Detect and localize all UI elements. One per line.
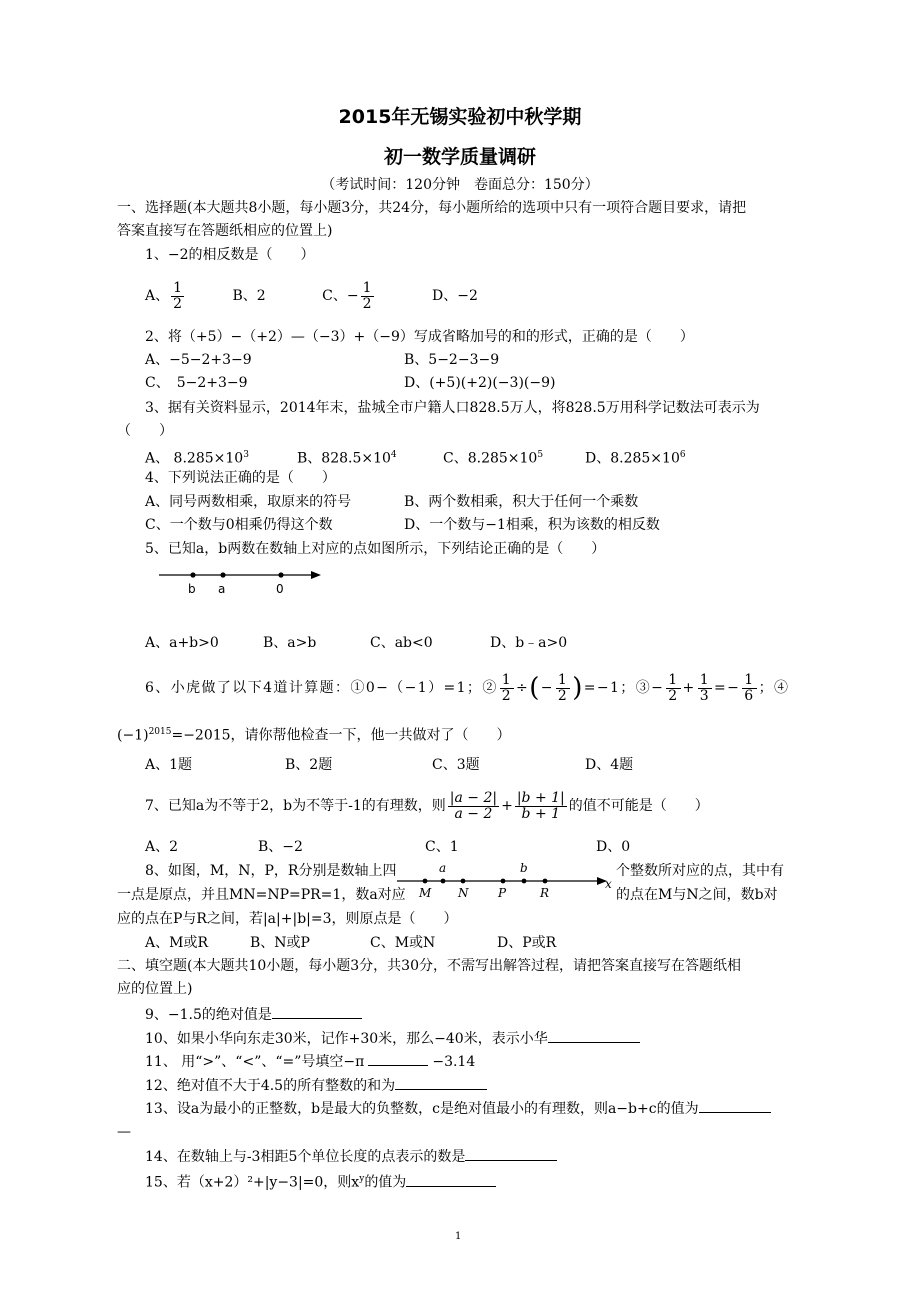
q8-stem-l1: 8、如图，M，N，P，R分别是数轴上四	[145, 863, 397, 879]
q6-stem-cont: $(-1)^{2015}=-2015$，请你帮他检查一下，他一共做对了（ ）	[117, 727, 511, 744]
q5-point-0	[278, 572, 283, 577]
q3-option-b: B、$828.5\times 10^4$	[297, 450, 397, 467]
q13-answer-blank[interactable]	[699, 1098, 771, 1113]
q8-point-b	[522, 879, 527, 884]
title-school: 2015年无锡实验初中秋学期	[338, 106, 582, 128]
q8-option-d: D、P或R	[497, 935, 557, 951]
q10: 10、如果小华向东走30米，记作+30米，那么−40米，表示小华	[145, 1028, 640, 1048]
q8-label-M: M	[419, 886, 432, 900]
q2-option-a: A、−5−2+3−9	[145, 352, 252, 368]
section2-heading-cont: 应的位置上)	[117, 981, 193, 997]
q5-point-b	[190, 572, 195, 577]
q1-option-a: A、 $\frac{1}{2}$	[145, 279, 183, 312]
q8-point-P	[501, 879, 506, 884]
q8-option-a: A、M或R	[145, 935, 208, 951]
q10-answer-blank[interactable]	[548, 1028, 640, 1043]
section2-heading: 二、填空题(本大题共10小题，每小题3分，共30分，不需写出解答过程，请把答案直接写在答题纸相	[117, 958, 741, 974]
q3-option-a: A、 $8.285\times 10^3$	[145, 450, 249, 467]
q12-answer-blank[interactable]	[395, 1075, 487, 1090]
q8-stem-l3: 应的点在P与R之间，若|a|+|b|=3，则原点是（ ）	[117, 911, 458, 927]
q4-option-b: B、两个数相乘，积大于任何一个乘数	[404, 494, 639, 510]
q9-answer-blank[interactable]	[272, 1004, 362, 1019]
q4-option-d: D、一个数与−1相乘，积为该数的相反数	[404, 517, 660, 533]
q2-stem: 2、将（+5）−（+2）—（−3）+（−9）写成省略加号的和的形式，正确的是（ ）	[145, 329, 694, 345]
q6-option-c: C、3题	[432, 757, 480, 773]
q8-label-x: x	[605, 877, 612, 891]
q1-option-c: C、− $\frac{1}{2}$	[322, 279, 372, 312]
q8-label-R: R	[540, 886, 550, 900]
q1-stem: 1、−2的相反数是（ ）	[145, 247, 315, 263]
q5-axis-arrow	[311, 571, 321, 579]
q1-option-b: B、2	[232, 288, 266, 304]
q3-stem: 3、据有关资料显示，2014年末，盐城全市户籍人口828.5万人，将828.5万用科学记数法可表示为	[145, 400, 760, 416]
q1-options	[145, 276, 478, 316]
q5-label-a: a	[218, 582, 226, 596]
q14-answer-blank[interactable]	[465, 1146, 557, 1161]
q8-stem-l2-right: 的点在M与N之间，数b对	[616, 887, 778, 903]
q13: 13、设a为最小的正整数，b是最大的负整数，c是绝对值最小的有理数，则a−b+c的值为	[145, 1098, 771, 1118]
q15-answer-blank[interactable]	[406, 1172, 496, 1187]
exam-info: （考试时间：120分钟 卷面总分：150分）	[321, 177, 599, 193]
q5-stem: 5、已知a，b两数在数轴上对应的点如图所示，下列结论正确的是（ ）	[145, 541, 606, 557]
q8-point-M	[423, 879, 428, 884]
q5-option-b: B、a>b	[263, 635, 317, 651]
q11-answer-blank[interactable]	[368, 1051, 428, 1066]
q8-option-c: C、M或N	[370, 935, 436, 951]
q6-option-b: B、2题	[285, 757, 333, 773]
q6-option-d: D、4题	[585, 757, 634, 773]
q2-option-d: D、(+5)(+2)(−3)(−9)	[404, 375, 556, 391]
q8-option-b: B、N或P	[250, 935, 310, 951]
q7-option-c: C、1	[425, 839, 459, 855]
q8-stem-l2: 一点是原点，并且MN=NP=PR=1，数a对应	[117, 887, 406, 903]
q8-stem-l1-right: 个整数所对应的点，其中有	[616, 863, 784, 879]
q5-option-d: D、b﹣a>0	[490, 635, 568, 651]
q5-option-c: C、ab<0	[370, 635, 433, 651]
q6-option-a: A、1题	[145, 757, 193, 773]
q14: 14、在数轴上与-3相距5个单位长度的点表示的数是	[145, 1146, 557, 1166]
q8-label-a: a	[439, 861, 447, 875]
q4-option-c: C、一个数与0相乘仍得这个数	[145, 517, 333, 533]
q6-stem: 6、小虎做了以下4道计算题：①0−（−1）=1；② $\frac{1}{2}$ ÷(− $\frac{1}{2}$ )=−1；③− $\frac{1}{2}$ + $\frac{1}{3}$ =− $\frac{1}{6}$ ；④	[145, 671, 790, 704]
q5-label-0: 0	[276, 582, 284, 596]
q3-option-c: C、$8.285\times 10^5$	[443, 450, 544, 467]
q8-label-b: b	[520, 861, 528, 875]
q4-option-a: A、同号两数相乘，取原来的符号	[145, 494, 352, 510]
q2-option-b: B、5−2−3−9	[404, 352, 500, 368]
q3-stem-cont: （ ）	[117, 423, 173, 439]
q5-number-line	[155, 565, 335, 601]
q7-option-a: A、2	[145, 839, 179, 855]
q8-number-line	[395, 860, 617, 902]
q9: 9、−1.5的绝对值是	[145, 1004, 362, 1024]
q3-option-d: D、$8.285\times 10^6$	[585, 450, 686, 467]
q5-label-b: b	[188, 582, 196, 596]
q8-point-a	[441, 879, 446, 884]
q15: 15、若（x+2）²+|y−3|=0，则$x^y$的值为	[145, 1170, 496, 1192]
q5-option-a: A、a+b>0	[145, 635, 219, 651]
section1-heading-cont: 答案直接写在答题纸相应的位置上)	[117, 223, 333, 239]
q13-cont: —	[117, 1124, 131, 1140]
q8-point-R	[543, 879, 548, 884]
title-exam: 初一数学质量调研	[383, 146, 536, 168]
q5-point-a	[220, 572, 225, 577]
q4-stem: 4、下列说法正确的是（ ）	[145, 470, 336, 486]
q7-option-b: B、−2	[258, 839, 303, 855]
q11: 11、 用“>”、“<”、“=”号填空−π −3.14	[145, 1051, 475, 1071]
q12: 12、绝对值不大于4.5的所有整数的和为	[145, 1075, 487, 1095]
q8-point-N	[461, 879, 466, 884]
q8-label-P: P	[498, 886, 507, 900]
q7-option-d: D、0	[596, 839, 631, 855]
section1-heading: 一、选择题(本大题共8小题，每小题3分，共24分，每小题所给的选项中只有一项符合题目要求，请把	[117, 200, 747, 216]
q8-label-N: N	[458, 886, 469, 900]
q7-stem: 7、已知a为不等于2，b为不等于-1的有理数，则 $\frac{|a - 2|}{a - 2}$ + $\frac{|b + 1|}{b + 1}$ 的值不可能是（ ）	[145, 789, 709, 822]
q2-option-c: C、 5−2+3−9	[145, 375, 248, 391]
q1-option-d: D、−2	[431, 288, 478, 304]
page-number: 1	[455, 1231, 462, 1242]
